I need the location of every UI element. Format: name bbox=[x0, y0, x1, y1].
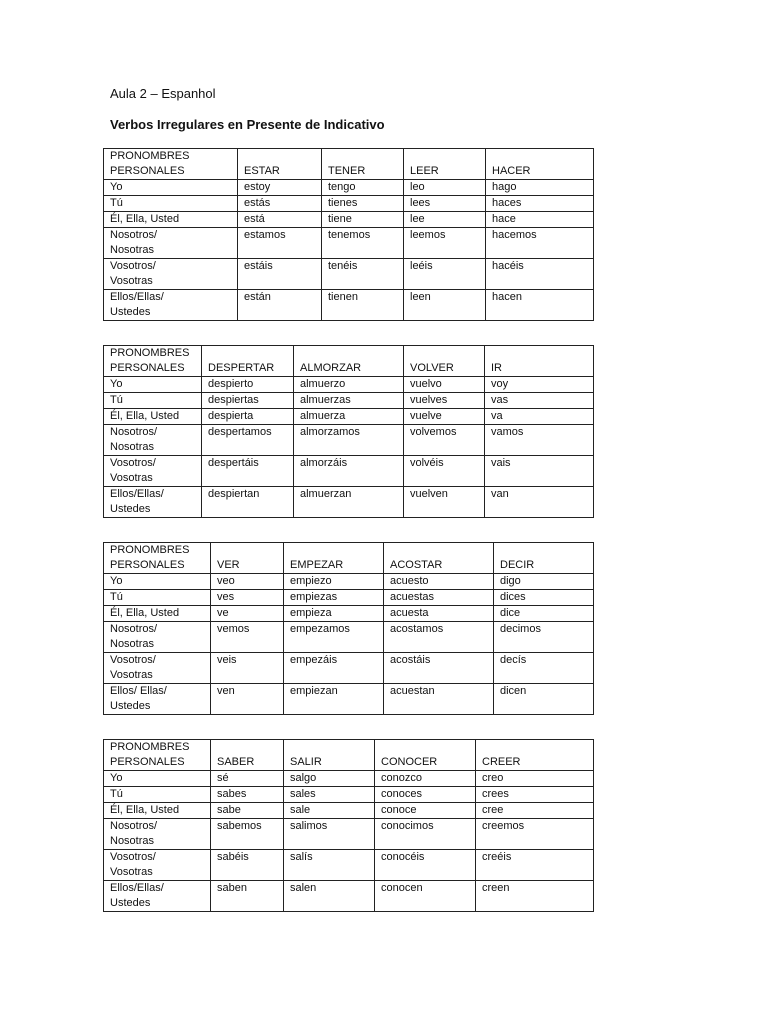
table-cell: Yo bbox=[104, 377, 202, 393]
table-cell: Tú bbox=[104, 196, 238, 212]
table-cell: Él, Ella, Usted bbox=[104, 606, 211, 622]
table-cell: almuerza bbox=[294, 409, 404, 425]
table-cell: crees bbox=[476, 787, 594, 803]
table-cell: estáis bbox=[238, 259, 322, 290]
table-cell: Vosotros/ Vosotras bbox=[104, 653, 211, 684]
table-cell: conozco bbox=[375, 771, 476, 787]
table-cell: conocéis bbox=[375, 850, 476, 881]
table-cell: volvéis bbox=[404, 456, 485, 487]
table-cell: tengo bbox=[322, 180, 404, 196]
table-cell: hago bbox=[486, 180, 594, 196]
table-cell: Tú bbox=[104, 787, 211, 803]
table-row bbox=[104, 684, 594, 715]
table-cell: haces bbox=[486, 196, 594, 212]
table-row bbox=[104, 393, 594, 409]
table-row bbox=[104, 653, 594, 684]
table-cell: hace bbox=[486, 212, 594, 228]
table-row bbox=[104, 574, 594, 590]
header-cell: TENER bbox=[322, 149, 404, 180]
table-cell: leo bbox=[404, 180, 486, 196]
table-cell: despertáis bbox=[202, 456, 294, 487]
table-cell: lees bbox=[404, 196, 486, 212]
table-cell: tienes bbox=[322, 196, 404, 212]
table-row bbox=[104, 590, 594, 606]
header-cell: ALMORZAR bbox=[294, 346, 404, 377]
table-row bbox=[104, 290, 594, 321]
table-cell: sé bbox=[211, 771, 284, 787]
table-cell: Nosotros/ Nosotras bbox=[104, 228, 238, 259]
table-cell: Ellos/ Ellas/ Ustedes bbox=[104, 684, 211, 715]
header-cell: CONOCER bbox=[375, 740, 476, 771]
table-cell: Nosotros/ Nosotras bbox=[104, 819, 211, 850]
table-cell: veo bbox=[211, 574, 284, 590]
table-cell: Ellos/Ellas/ Ustedes bbox=[104, 881, 211, 912]
table-row bbox=[104, 228, 594, 259]
table-cell: Nosotros/ Nosotras bbox=[104, 622, 211, 653]
table-cell: tenéis bbox=[322, 259, 404, 290]
table-cell: empiezan bbox=[284, 684, 384, 715]
conjugation-table bbox=[103, 148, 594, 321]
table-cell: dice bbox=[494, 606, 594, 622]
table-cell: hacemos bbox=[486, 228, 594, 259]
table-row bbox=[104, 377, 594, 393]
table-cell: creéis bbox=[476, 850, 594, 881]
table-cell: salgo bbox=[284, 771, 375, 787]
table-row bbox=[104, 819, 594, 850]
table-cell: almorzamos bbox=[294, 425, 404, 456]
table-cell: vemos bbox=[211, 622, 284, 653]
table-cell: hacen bbox=[486, 290, 594, 321]
table-row bbox=[104, 850, 594, 881]
table-cell: están bbox=[238, 290, 322, 321]
table-cell: ven bbox=[211, 684, 284, 715]
table-header-row bbox=[104, 149, 594, 180]
table-cell: estamos bbox=[238, 228, 322, 259]
header-cell: ESTAR bbox=[238, 149, 322, 180]
table-cell: leen bbox=[404, 290, 486, 321]
header-cell: CREER bbox=[476, 740, 594, 771]
table-cell: tienen bbox=[322, 290, 404, 321]
table-row bbox=[104, 606, 594, 622]
header-cell: VER bbox=[211, 543, 284, 574]
conjugation-table bbox=[103, 739, 594, 912]
table-cell: leemos bbox=[404, 228, 486, 259]
table-cell: ve bbox=[211, 606, 284, 622]
table-cell: Nosotros/ Nosotras bbox=[104, 425, 202, 456]
table-cell: decís bbox=[494, 653, 594, 684]
table-row bbox=[104, 409, 594, 425]
header-cell: PRONOMBRES PERSONALES bbox=[104, 149, 238, 180]
table-cell: veis bbox=[211, 653, 284, 684]
table-cell: conoce bbox=[375, 803, 476, 819]
table-cell: van bbox=[485, 487, 594, 518]
table-cell: vuelve bbox=[404, 409, 485, 425]
table-cell: vuelves bbox=[404, 393, 485, 409]
header-cell: ACOSTAR bbox=[384, 543, 494, 574]
table-cell: vamos bbox=[485, 425, 594, 456]
table-cell: acuestas bbox=[384, 590, 494, 606]
table-cell: creemos bbox=[476, 819, 594, 850]
table-cell: sales bbox=[284, 787, 375, 803]
header-cell: DESPERTAR bbox=[202, 346, 294, 377]
table-cell: ves bbox=[211, 590, 284, 606]
header-cell: PRONOMBRES PERSONALES bbox=[104, 543, 211, 574]
header-cell: DECIR bbox=[494, 543, 594, 574]
table-cell: conocen bbox=[375, 881, 476, 912]
table-cell: Yo bbox=[104, 180, 238, 196]
header-cell: HACER bbox=[486, 149, 594, 180]
table-cell: conoces bbox=[375, 787, 476, 803]
table-cell: despierta bbox=[202, 409, 294, 425]
table-cell: Él, Ella, Usted bbox=[104, 212, 238, 228]
table-cell: sabemos bbox=[211, 819, 284, 850]
table-cell: acostamos bbox=[384, 622, 494, 653]
conjugation-table bbox=[103, 542, 594, 715]
table-cell: almorzáis bbox=[294, 456, 404, 487]
document-heading: Verbos Irregulares en Presente de Indicativo bbox=[110, 117, 385, 132]
table-cell: cree bbox=[476, 803, 594, 819]
table-cell: almuerzan bbox=[294, 487, 404, 518]
table-cell: hacéis bbox=[486, 259, 594, 290]
table-row bbox=[104, 180, 594, 196]
table-row bbox=[104, 881, 594, 912]
document-subtitle: Aula 2 – Espanhol bbox=[110, 86, 216, 101]
table-cell: va bbox=[485, 409, 594, 425]
table-cell: sabe bbox=[211, 803, 284, 819]
table-cell: empezáis bbox=[284, 653, 384, 684]
table-cell: creen bbox=[476, 881, 594, 912]
table-cell: decimos bbox=[494, 622, 594, 653]
table-cell: sale bbox=[284, 803, 375, 819]
table-cell: está bbox=[238, 212, 322, 228]
table-cell: leéis bbox=[404, 259, 486, 290]
table-row bbox=[104, 212, 594, 228]
header-cell: PRONOMBRES PERSONALES bbox=[104, 346, 202, 377]
table-row bbox=[104, 803, 594, 819]
table-cell: tiene bbox=[322, 212, 404, 228]
table-cell: Vosotros/ Vosotras bbox=[104, 456, 202, 487]
table-cell: acuesta bbox=[384, 606, 494, 622]
table-cell: acostáis bbox=[384, 653, 494, 684]
table-header-row bbox=[104, 543, 594, 574]
table-cell: creo bbox=[476, 771, 594, 787]
table-cell: saben bbox=[211, 881, 284, 912]
header-cell: IR bbox=[485, 346, 594, 377]
table-cell: sabes bbox=[211, 787, 284, 803]
table-row bbox=[104, 787, 594, 803]
table-cell: dices bbox=[494, 590, 594, 606]
table-cell: digo bbox=[494, 574, 594, 590]
table-cell: Yo bbox=[104, 574, 211, 590]
header-cell: VOLVER bbox=[404, 346, 485, 377]
table-cell: salen bbox=[284, 881, 375, 912]
table-cell: Ellos/Ellas/ Ustedes bbox=[104, 487, 202, 518]
table-row bbox=[104, 771, 594, 787]
table-cell: tenemos bbox=[322, 228, 404, 259]
table-cell: empiezo bbox=[284, 574, 384, 590]
table-cell: empiezas bbox=[284, 590, 384, 606]
table-row bbox=[104, 622, 594, 653]
table-cell: acuesto bbox=[384, 574, 494, 590]
table-cell: voy bbox=[485, 377, 594, 393]
table-cell: empezamos bbox=[284, 622, 384, 653]
table-cell: Él, Ella, Usted bbox=[104, 803, 211, 819]
table-cell: Ellos/Ellas/ Ustedes bbox=[104, 290, 238, 321]
table-cell: empieza bbox=[284, 606, 384, 622]
table-cell: vuelvo bbox=[404, 377, 485, 393]
table-cell: acuestan bbox=[384, 684, 494, 715]
table-cell: estoy bbox=[238, 180, 322, 196]
table-row bbox=[104, 196, 594, 212]
table-row bbox=[104, 425, 594, 456]
conjugation-table bbox=[103, 345, 594, 518]
header-cell: LEER bbox=[404, 149, 486, 180]
table-cell: vais bbox=[485, 456, 594, 487]
table-cell: estás bbox=[238, 196, 322, 212]
table-cell: dicen bbox=[494, 684, 594, 715]
table-row bbox=[104, 259, 594, 290]
table-row bbox=[104, 487, 594, 518]
table-cell: Vosotros/ Vosotras bbox=[104, 850, 211, 881]
table-cell: despiertas bbox=[202, 393, 294, 409]
table-header-row bbox=[104, 740, 594, 771]
table-row bbox=[104, 456, 594, 487]
header-cell: SALIR bbox=[284, 740, 375, 771]
table-cell: salís bbox=[284, 850, 375, 881]
table-cell: vuelven bbox=[404, 487, 485, 518]
table-cell: almuerzo bbox=[294, 377, 404, 393]
table-cell: sabéis bbox=[211, 850, 284, 881]
table-cell: Yo bbox=[104, 771, 211, 787]
table-cell: salimos bbox=[284, 819, 375, 850]
table-cell: Él, Ella, Usted bbox=[104, 409, 202, 425]
table-cell: lee bbox=[404, 212, 486, 228]
table-cell: Tú bbox=[104, 393, 202, 409]
table-cell: despierto bbox=[202, 377, 294, 393]
table-cell: volvemos bbox=[404, 425, 485, 456]
table-cell: conocimos bbox=[375, 819, 476, 850]
table-header-row bbox=[104, 346, 594, 377]
table-cell: vas bbox=[485, 393, 594, 409]
header-cell: EMPEZAR bbox=[284, 543, 384, 574]
table-cell: despertamos bbox=[202, 425, 294, 456]
table-cell: Tú bbox=[104, 590, 211, 606]
table-cell: almuerzas bbox=[294, 393, 404, 409]
table-cell: Vosotros/ Vosotras bbox=[104, 259, 238, 290]
header-cell: PRONOMBRES PERSONALES bbox=[104, 740, 211, 771]
header-cell: SABER bbox=[211, 740, 284, 771]
table-cell: despiertan bbox=[202, 487, 294, 518]
